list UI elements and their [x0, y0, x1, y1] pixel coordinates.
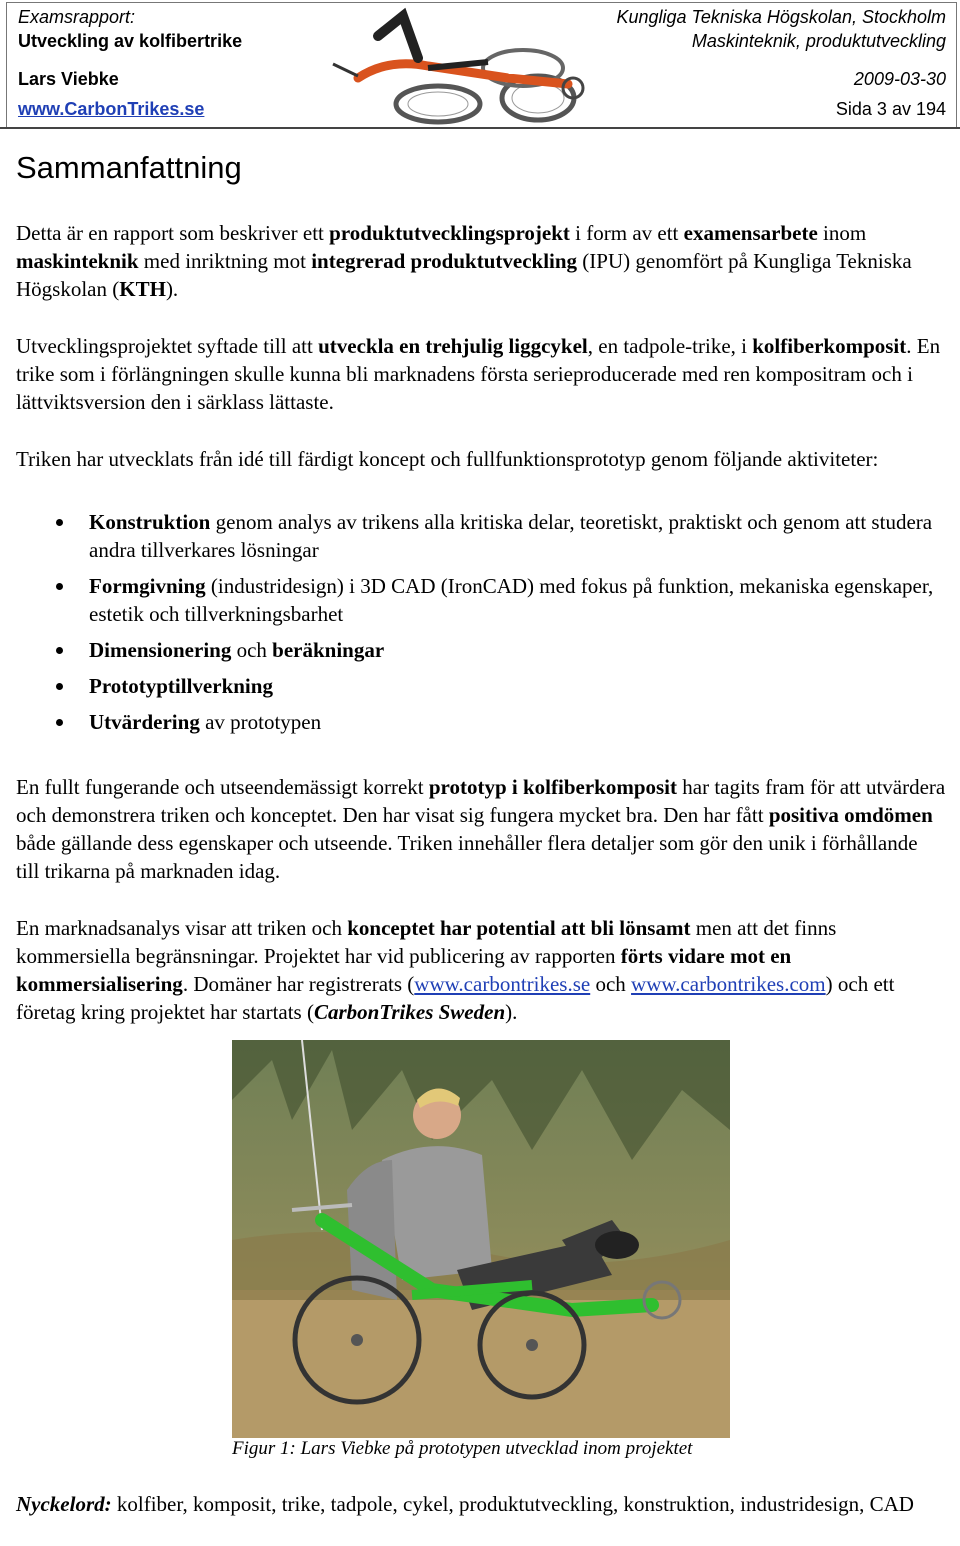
keywords-text: kolfiber, komposit, trike, tadpole, cykel, produktutveckling, konstruktion, industridesign, CAD	[111, 1492, 914, 1516]
paragraph-prototype: En fullt fungerande och utseendemässigt korrekt prototyp i kolfiberkomposit har tagits fram för att utvärdera och demonstrera triken och konceptet. Den har visat sig fungera mycket bra. Den har fått positiva omdömen både gällande dess egenskaper och utseende. Triken innehåller flera detaljer som gör den unik i förhållande till trikarna på marknaden idag.	[16, 775, 946, 883]
bullet-icon	[56, 647, 63, 654]
header-date: 2009-03-30	[853, 69, 946, 89]
header-report-type: Examsrapport:	[18, 7, 136, 27]
activities-list	[16, 508, 946, 744]
list-item: Utvärdering av prototypen	[16, 708, 946, 736]
header-frame-left	[6, 2, 7, 128]
keywords	[16, 1490, 946, 1518]
page-title: Sammanfattning	[16, 150, 242, 185]
header-institution: Kungliga Tekniska Högskolan, Stockholm	[616, 7, 946, 27]
list-item: Prototyptillverkning	[16, 672, 946, 700]
paragraph-purpose: Utvecklingsprojektet syftade till att utveckla en trehjulig liggcykel, en tadpole-trike, i kolfiberkomposit. En trike som i förlängningen skulle kunna bli marknadens första serieproducerade med ren kompositram och i lättviktsversion den i särklass lättaste.	[16, 334, 941, 414]
trike-render-image	[318, 6, 618, 126]
header-divider	[0, 127, 960, 129]
list-item: Dimensionering och beräkningar	[16, 636, 946, 664]
link-carbontrikes-se[interactable]: www.carbontrikes.se	[414, 972, 591, 996]
paragraph-intro: Detta är en rapport som beskriver ett produktutvecklingsprojekt i form av ett examensarbete inom maskinteknik med inriktning mot integrerad produktutveckling (IPU) genomfört på Kungliga Tekniska Högskolan (KTH).	[16, 221, 912, 301]
list-item: Formgivning (industridesign) i 3D CAD (IronCAD) med fokus på funktion, mekaniska egenskaper, estetik och tillverkningsbarhet	[16, 572, 946, 628]
header-website-link[interactable]: www.CarbonTrikes.se	[18, 99, 205, 119]
header-frame-right	[956, 2, 957, 128]
header-department: Maskinteknik, produktutveckling	[691, 31, 946, 51]
bullet-icon	[56, 719, 63, 726]
header-report-title: Utveckling av kolfibertrike	[18, 31, 243, 51]
header-page-number: Sida 3 av 194	[835, 99, 946, 119]
link-carbontrikes-com[interactable]: www.carbontrikes.com	[631, 972, 826, 996]
bullet-icon	[56, 519, 63, 526]
figure-caption: Figur 1: Lars Viebke på prototypen utvecklad inom projektet	[232, 1438, 693, 1459]
bullet-icon	[56, 583, 63, 590]
paragraph-activities-intro: Triken har utvecklats från idé till färdigt koncept och fullfunktionsprototyp genom följande aktiviteter:	[16, 447, 879, 471]
bullet-icon	[56, 683, 63, 690]
list-item: Konstruktion genom analys av trikens alla kritiska delar, teoretiskt, praktiskt och genom att studera andra tillverkares lösningar	[16, 508, 946, 564]
keywords-label: Nyckelord:	[16, 1492, 112, 1516]
prototype-photo	[232, 1040, 730, 1438]
header-author: Lars Viebke	[18, 69, 119, 89]
paragraph-market: En marknadsanalys visar att triken och konceptet har potential att bli lönsamt men att det finns kommersiella begränsningar. Projektet har vid publicering av rapporten förts vidare mot en kommersialisering. Domäner har registrerats (www.carbontrikes.se och www.carbontrikes.com) och ett företag kring projektet har startats (CarbonTrikes Sweden).	[16, 916, 895, 1024]
header-frame	[6, 2, 956, 3]
